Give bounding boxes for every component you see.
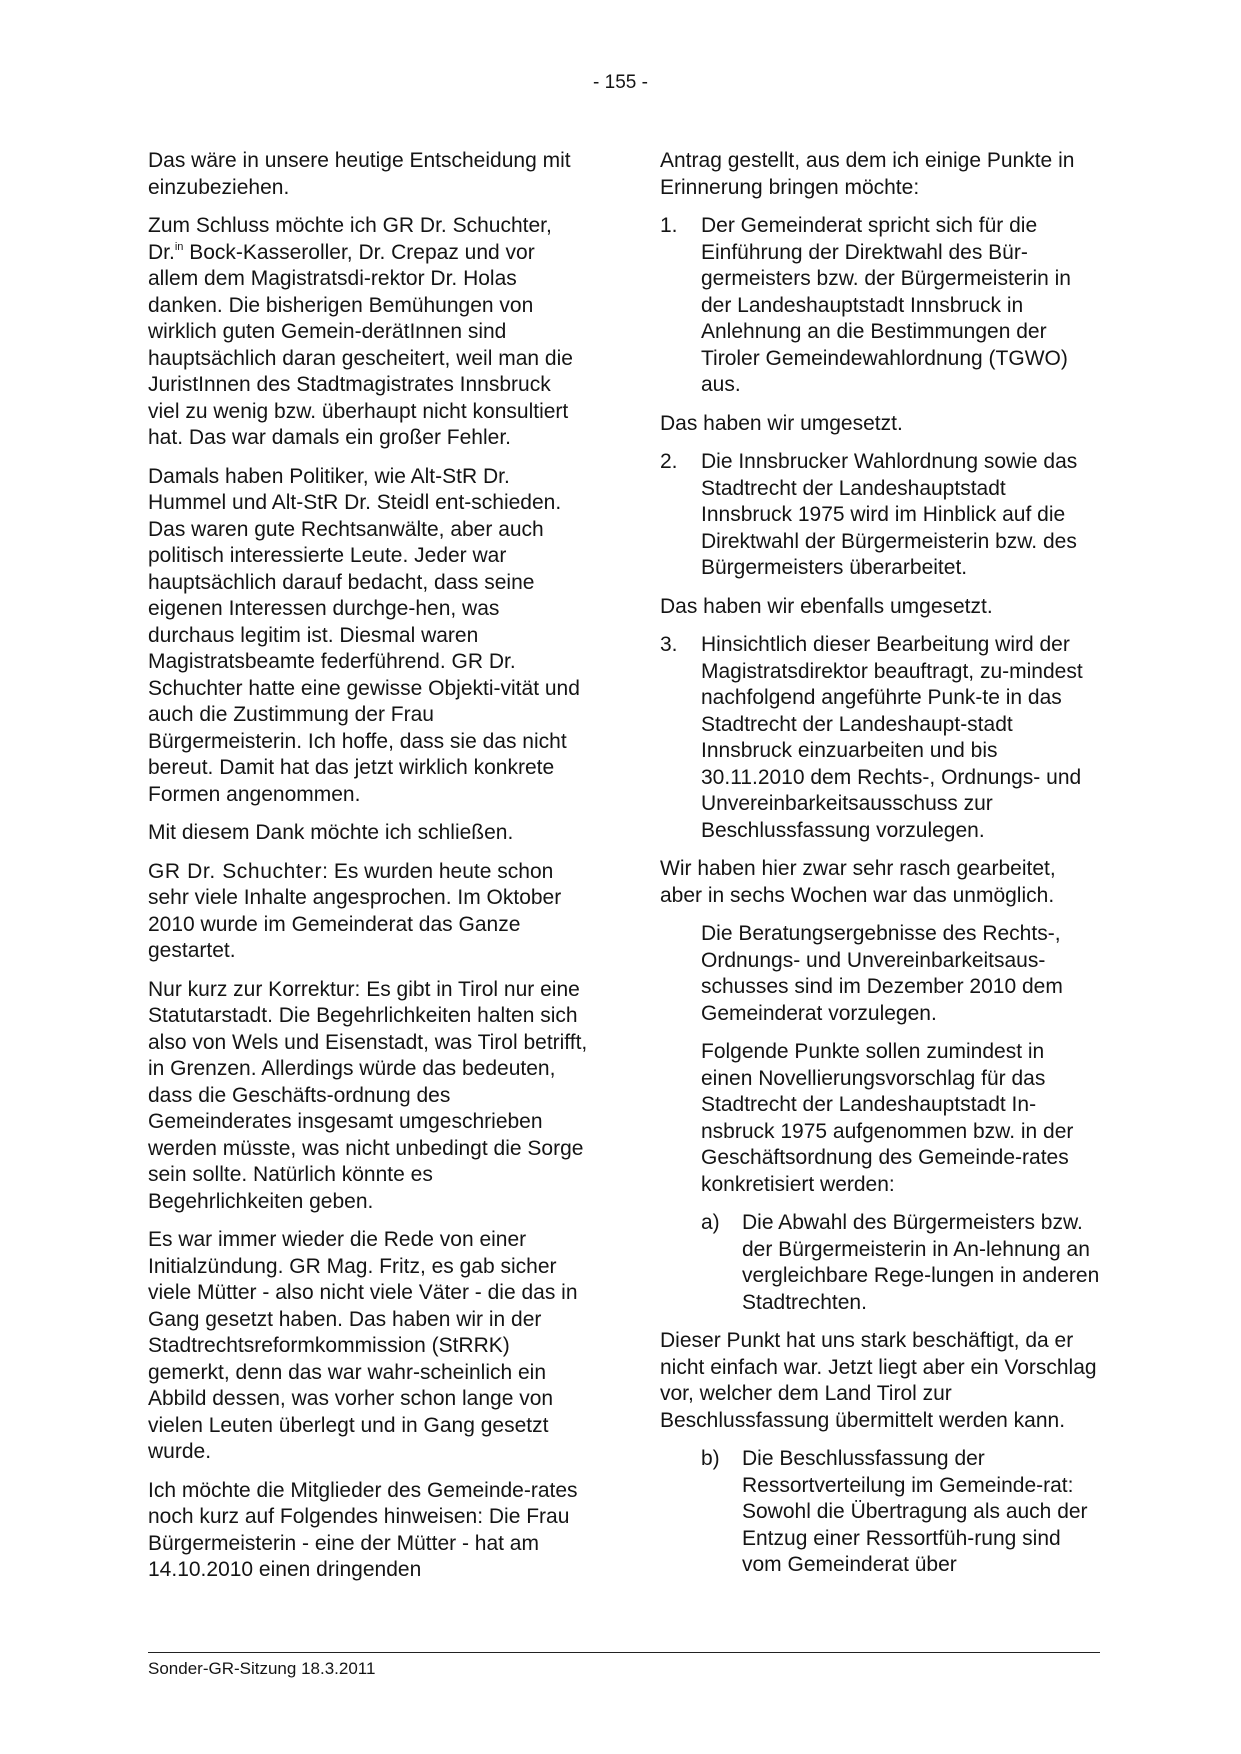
list-number: 2.: [660, 450, 678, 473]
paragraph: [148, 859, 588, 965]
paragraph: Das haben wir ebenfalls umgesetzt.: [660, 594, 993, 618]
sub-list-letter: b): [701, 1447, 720, 1470]
footer-divider: [148, 1652, 1100, 1653]
paragraph: Es war immer wieder die Rede von einer Initialzündung. GR Mag. Fritz, es gab sicher viele Mütter - also nicht viele Väter - die das in Gang gesetzt haben. Das haben wir in der Stadtrechtsreformkommission (StRRK) gemerkt, denn das war wahr-scheinlich ein Abbild dessen, was vorher schon lange von vielen Leuten überlegt und in Gang gesetzt wurde.: [148, 1228, 578, 1463]
paragraph: Das haben wir umgesetzt.: [660, 411, 903, 435]
indented-paragraph: Die Beratungsergebnisse des Rechts-, Ordnungs- und Unvereinbarkeitsaus-schusses sind im Dezember 2010 dem Gemeinderat vorzulegen.: [701, 922, 1063, 1025]
paragraph: [148, 213, 588, 452]
list-item-text: Die Innsbrucker Wahlordnung sowie das Stadtrecht der Landeshauptstadt Innsbruck 1975 wird im Hinblick auf die Direktwahl der Bürgermeisterin bzw. des Bürgermeisters überarbeitet.: [701, 450, 1078, 579]
paragraph: Dieser Punkt hat uns stark beschäftigt, da er nicht einfach war. Jetzt liegt aber ein Vorschlag vor, welcher dem Land Tirol zur Beschlussfassung übermittelt werden kann.: [660, 1329, 1097, 1432]
paragraph-text: Bock-Kasseroller, Dr. Crepaz und vor allem dem Magistratsdi-rektor Dr. Holas danken. Die bisherigen Bemühungen von wirklich guten Gemein-derätInnen sind hauptsächlich daran gescheitert, weil man die JuristInnen des Stadtmagistrates Innsbruck viel zu wenig bzw. überhaupt nicht konsultiert hat. Das war damals ein großer Fehler.: [148, 240, 573, 449]
left-column: [148, 148, 588, 1596]
indented-paragraph: Folgende Punkte sollen zumindest in einen Novellierungsvorschlag für das Stadtrecht der Landeshauptstadt In-nsbruck 1975 aufgenommen bzw. in der Geschäftsordnung des Gemeinde-rates konkretisiert werden:: [701, 1040, 1074, 1196]
paragraph: Antrag gestellt, aus dem ich einige Punkte in Erinnerung bringen möchte:: [660, 149, 1075, 199]
list-item: [660, 213, 1100, 399]
page-number: - 155 -: [593, 72, 648, 93]
footer-text: Sonder-GR-Sitzung 18.3.2011: [148, 1659, 376, 1678]
paragraph: Nur kurz zur Korrektur: Es gibt in Tirol nur eine Statutarstadt. Die Begehrlichkeiten halten sich also von Wels und Eisenstadt, was Tirol betrifft, in Grenzen. Allerdings würde das bedeuten, dass die Geschäfts-ordnung des Gemeinderates insgesamt umgeschrieben werden müsste, was nicht unbedingt die Sorge sein sollte. Natürlich könnte es Begehrlichkeiten geben.: [148, 977, 588, 1213]
paragraph: Das wäre in unsere heutige Entscheidung mit einzubeziehen.: [148, 149, 571, 199]
paragraph: Mit diesem Dank möchte ich schließen.: [148, 821, 514, 844]
speaker-name: GR Dr. Schuchter: [148, 859, 323, 883]
sub-list-item-text: Die Beschlussfassung der Ressortverteilung im Gemeinde-rat: Sowohl die Übertragung als auch der Entzug einer Ressortfüh-rung sind vom Gemeinderat über: [742, 1447, 1088, 1576]
paragraph: Damals haben Politiker, wie Alt-StR Dr. Hummel und Alt-StR Dr. Steidl ent-schieden. Das waren gute Rechtsanwälte, aber auch politisch interessierte Leute. Jeder war hauptsächlich darauf bedacht, dass seine eigenen Interessen durchge-hen, was durchaus legitim ist. Diesmal waren Magistratsbeamte federführend. GR Dr. Schuchter hatte eine gewisse Objekti-vität und auch die Zustimmung der Frau Bürgermeisterin. Ich hoffe, dass sie das nicht bereut. Damit hat das jetzt wirklich konkrete Formen angenommen.: [148, 464, 580, 806]
paragraph-text: : Es wurden heute schon sehr viele Inhalte angesprochen. Im Oktober 2010 wurde im Gemeinderat das Ganze gestartet.: [148, 859, 562, 962]
list-number: 1.: [660, 214, 678, 237]
superscript: in: [174, 240, 184, 253]
list-item-text: Der Gemeinderat spricht sich für die Einführung der Direktwahl des Bür-germeisters bzw. der Bürgermeisterin in der Landeshauptstadt Innsbruck in Anlehnung an die Bestimmungen der Tiroler Gemeindewahlordnung (TGWO) aus.: [701, 214, 1071, 396]
right-column: [660, 148, 1100, 1591]
paragraph: Ich möchte die Mitglieder des Gemeinde-rates noch kurz auf Folgendes hinweisen: Die Frau Bürgermeisterin - eine der Mütter - hat am 14.10.2010 einen dringenden: [148, 1478, 578, 1581]
paragraph-text: Zum Schluss möchte ich GR Dr. Schuchter, Dr.: [148, 214, 552, 264]
sub-list-item: [701, 1210, 1100, 1316]
list-item-text: Hinsichtlich dieser Bearbeitung wird der Magistratsdirektor beauftragt, zu-mindest nachfolgend angeführte Punk-te in das Stadtrecht der Landeshaupt-stadt Innsbruck einzuarbeiten und bis 30.11.2010 dem Rechts-, Ordnungs- und Unvereinbarkeitsausschuss zur Beschlussfassung vorzulegen.: [701, 633, 1083, 842]
sub-list-letter: a): [701, 1211, 720, 1234]
list-number: 3.: [660, 633, 678, 656]
paragraph: Wir haben hier zwar sehr rasch gearbeitet, aber in sechs Wochen war das unmöglich.: [660, 857, 1056, 907]
sub-list-item: [701, 1446, 1100, 1579]
list-item: [660, 632, 1100, 844]
sub-list-item-text: Die Abwahl des Bürgermeisters bzw. der Bürgermeisterin in An-lehnung an vergleichbare Rege-lungen in anderen Stadtrechten.: [742, 1211, 1100, 1314]
list-item: [660, 449, 1100, 582]
